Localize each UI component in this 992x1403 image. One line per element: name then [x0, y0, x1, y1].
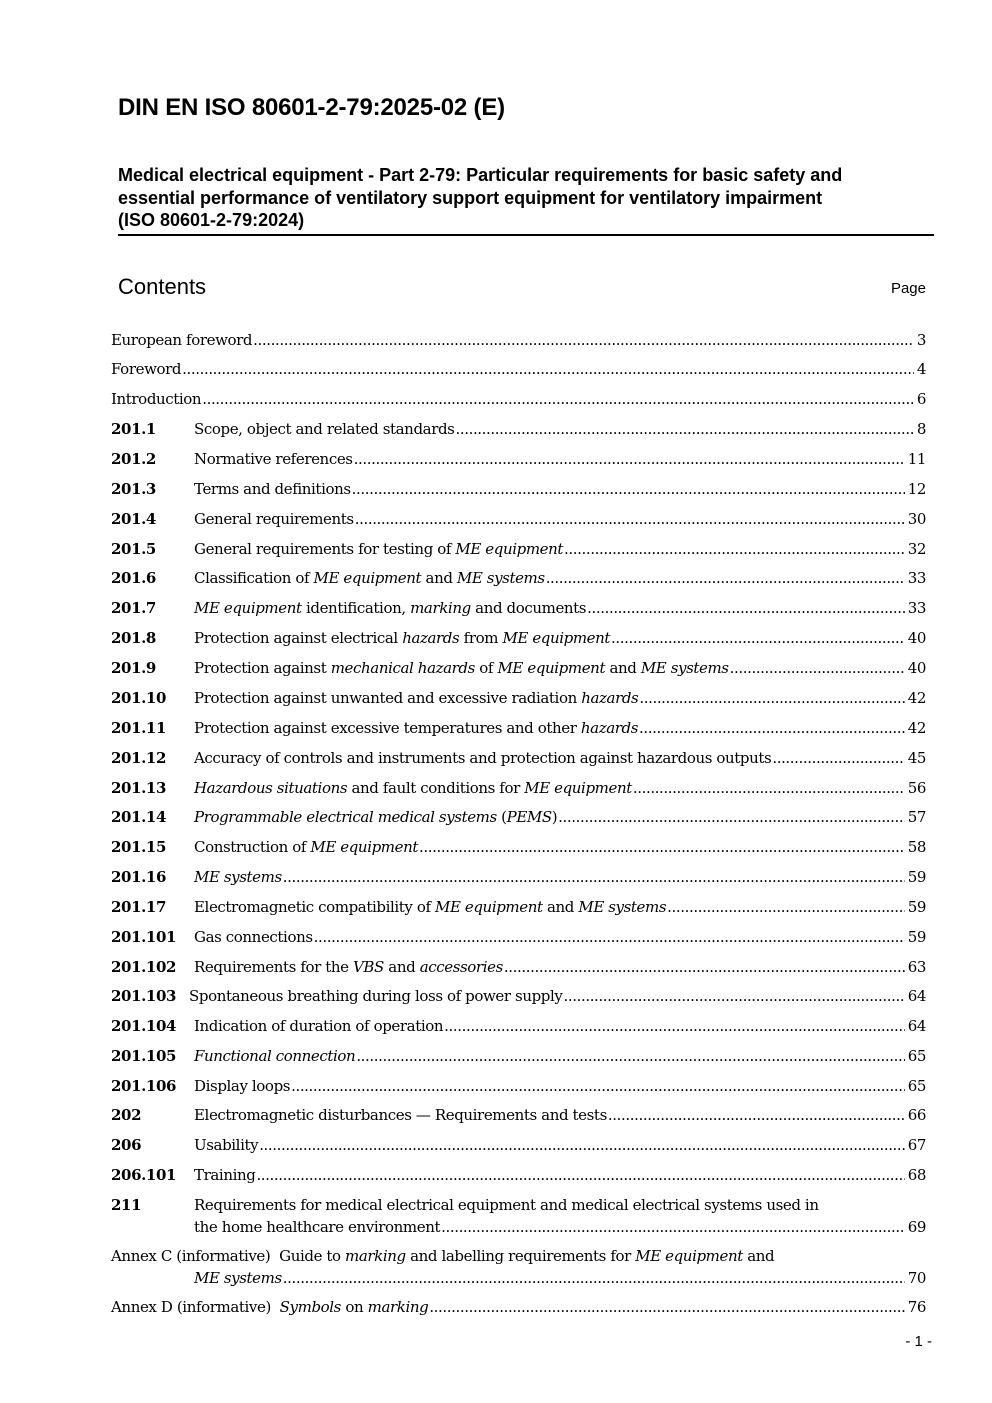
toc-section-number: 201.7: [111, 599, 156, 617]
annex-label: Annex D (informative): [111, 1298, 271, 1316]
toc-entry-201-2[interactable]: [111, 448, 926, 470]
toc-entry-201-9[interactable]: [111, 657, 926, 679]
title-part: Guide to: [279, 1247, 346, 1265]
title-part-italic: ME equipment: [455, 540, 564, 558]
toc-leader: [283, 1267, 905, 1289]
toc-page-number: 42: [907, 719, 926, 737]
title-part-italic: Hazardous situations: [194, 779, 348, 797]
toc-leader: [546, 567, 905, 589]
toc-section-number: 201.102: [111, 958, 177, 976]
title-part-italic: PEMS: [506, 808, 552, 826]
toc-leader: [564, 538, 905, 560]
title-part-italic: ME equipment: [435, 898, 543, 916]
toc-page-number: 64: [907, 987, 926, 1005]
toc-section-number: 201.11: [111, 719, 167, 737]
toc-section-number: 201.8: [111, 629, 156, 647]
page-column-heading: Page: [890, 280, 926, 297]
toc-entry-201-103[interactable]: [111, 985, 926, 1007]
toc-entry-title: European foreword: [111, 331, 253, 349]
toc-page-number: 12: [907, 480, 926, 498]
toc-entry-201-6[interactable]: [111, 567, 926, 589]
title-part: Requirements for the: [194, 958, 353, 976]
title-part-italic: hazards: [580, 719, 639, 737]
toc-entry-title: [194, 866, 282, 888]
page-footer-number: - 1 -: [905, 1333, 932, 1350]
toc-leader: [259, 1134, 905, 1156]
toc-page-number: 33: [907, 569, 926, 587]
toc-page-number: 70: [907, 1269, 926, 1287]
title-part-italic: ME equipment: [497, 659, 606, 677]
toc-page-number: 58: [907, 838, 926, 856]
title-part-italic: marking: [410, 599, 471, 617]
toc-page-number: 76: [907, 1298, 926, 1316]
toc-entry-201-14[interactable]: [111, 806, 926, 828]
title-part: on: [340, 1298, 368, 1316]
title-part: and: [605, 659, 641, 677]
toc-entry-206-101[interactable]: [111, 1164, 926, 1186]
toc-section-number: 201.106: [111, 1077, 177, 1095]
toc-page-number: 64: [907, 1017, 926, 1035]
toc-entry-202[interactable]: [111, 1104, 926, 1126]
toc-entry-title: Accuracy of controls and instruments and protection against hazardous outputs: [194, 749, 772, 767]
toc-leader: [314, 926, 905, 948]
toc-entry-201-5[interactable]: [111, 538, 926, 560]
toc-entry-title: [111, 1296, 428, 1318]
toc-page-number: 42: [907, 689, 926, 707]
toc-entry-201-106[interactable]: [111, 1075, 926, 1097]
toc-page-number: 63: [907, 958, 926, 976]
toc-entry-title: [194, 627, 610, 649]
title-part-italic: Programmable electrical medical systems: [194, 808, 497, 826]
toc-entry-title: [194, 657, 729, 679]
toc-leader: [429, 1296, 904, 1318]
toc-section-number: 201.1: [111, 420, 156, 438]
toc-entry-201-17[interactable]: [111, 896, 926, 918]
toc-page-number: 59: [907, 868, 926, 886]
toc-entry-211[interactable]: [111, 1194, 926, 1238]
toc-entry-annex-c[interactable]: [111, 1245, 926, 1289]
toc-section-number: 201.5: [111, 540, 156, 558]
toc-entry-201-102[interactable]: [111, 956, 926, 978]
toc-page-number: 69: [907, 1218, 926, 1236]
title-part: Protection against excessive temperatures and other: [194, 719, 581, 737]
title-part-italic: ME equipment: [524, 779, 632, 797]
toc-page-number: 59: [907, 928, 926, 946]
toc-entry-title-line1: Requirements for medical electrical equipment and medical electrical systems used in: [194, 1196, 819, 1214]
toc-entry-title: [194, 567, 545, 589]
title-part: Construction of: [194, 838, 311, 856]
toc-entry-title: Indication of duration of operation: [194, 1017, 444, 1035]
title-part: and fault conditions for: [347, 779, 525, 797]
toc-entry-title: [194, 717, 638, 739]
toc-page-number: 57: [907, 808, 926, 826]
title-part: General requirements for testing of: [194, 540, 456, 558]
title-part: and: [742, 1247, 775, 1265]
toc-section-number: 201.104: [111, 1017, 177, 1035]
toc-leader: [354, 448, 905, 470]
title-part-italic: accessories: [419, 958, 503, 976]
toc-section-number: 201.4: [111, 510, 156, 528]
title-part: and documents: [470, 599, 587, 617]
title-part-italic: ME equipment: [313, 569, 422, 587]
toc-section-number: 201.15: [111, 838, 167, 856]
toc-leader: [441, 1216, 905, 1238]
title-part-italic: ME equipment: [635, 1247, 743, 1265]
toc-section-number: 211: [111, 1196, 142, 1214]
toc-page-number: 3: [916, 331, 926, 349]
title-part: Classification of: [194, 569, 314, 587]
toc-entry-title: [194, 806, 557, 828]
title-part: and: [542, 898, 579, 916]
toc-page-number: 45: [907, 749, 926, 767]
title-part-italic: ME equipment: [194, 599, 302, 617]
toc-leader: [352, 478, 905, 500]
title-part: of: [474, 659, 498, 677]
toc-leader: [730, 657, 905, 679]
toc-entry-title: [194, 1045, 355, 1067]
toc-leader: [563, 985, 904, 1007]
title-part: identification,: [301, 599, 411, 617]
title-part-italic: hazards: [581, 689, 639, 707]
title-part-italic: VBS: [353, 958, 384, 976]
toc-page-number: 59: [907, 898, 926, 916]
toc-entry-206[interactable]: [111, 1134, 926, 1156]
title-part: Electromagnetic compatibility of: [194, 898, 435, 916]
toc-page-number: 40: [907, 659, 926, 677]
toc-entry-title: [194, 836, 418, 858]
document-subtitle: [118, 164, 934, 236]
toc-leader: [667, 896, 905, 918]
toc-entry-title: [194, 597, 586, 619]
toc-leader: [639, 717, 905, 739]
toc-section-number: 206: [111, 1136, 142, 1154]
title-part-italic: hazards: [402, 629, 460, 647]
title-part-italic: ME equipment: [310, 838, 418, 856]
title-part: from: [459, 629, 503, 647]
title-part-italic: Functional connection: [194, 1047, 356, 1065]
toc-section-number: 201.17: [111, 898, 167, 916]
toc-page-number: 67: [907, 1136, 926, 1154]
toc-leader: [253, 329, 914, 351]
toc-leader: [772, 747, 904, 769]
toc-section-number: 201.13: [111, 779, 167, 797]
toc-section-number: 201.103: [111, 987, 177, 1005]
toc-page-number: 32: [907, 540, 926, 558]
toc-entry-title: Foreword: [111, 360, 182, 378]
toc-entry-title: Display loops: [194, 1077, 291, 1095]
toc-leader: [633, 777, 905, 799]
toc-section-number: 201.16: [111, 868, 167, 886]
toc-leader: [202, 388, 914, 410]
title-part: (: [496, 808, 507, 826]
toc-section-number: 201.101: [111, 928, 177, 946]
toc-entry-foreword[interactable]: [111, 358, 926, 380]
toc-entry-title: [194, 777, 632, 799]
toc-entry-title: [194, 538, 563, 560]
toc-entry-201-1[interactable]: [111, 418, 926, 440]
toc-entry-title: Introduction: [111, 390, 202, 408]
toc-entry-title: Training: [194, 1166, 256, 1184]
title-part: ): [551, 808, 558, 826]
annex-label: Annex C (informative): [111, 1247, 271, 1265]
toc-section-number: 201.6: [111, 569, 156, 587]
toc-page-number: 66: [907, 1106, 926, 1124]
toc-entry-annex-d[interactable]: [111, 1296, 926, 1318]
toc-entry-201-15[interactable]: [111, 836, 926, 858]
toc-page-number: 65: [907, 1077, 926, 1095]
toc-leader: [356, 1045, 904, 1067]
contents-heading: Contents: [118, 274, 207, 299]
toc-leader: [291, 1075, 905, 1097]
toc-entry-201-4[interactable]: [111, 508, 926, 530]
toc-section-number: 201.9: [111, 659, 156, 677]
toc-entry-title: General requirements: [194, 510, 354, 528]
toc-leader: [355, 508, 905, 530]
toc-section-number: 206.101: [111, 1166, 177, 1184]
title-part: and labelling requirements for: [405, 1247, 636, 1265]
title-part-italic: marking: [345, 1247, 406, 1265]
toc-leader: [558, 806, 905, 828]
toc-page-number: 68: [907, 1166, 926, 1184]
toc-section-number: 201.105: [111, 1047, 177, 1065]
toc-section-number: 202: [111, 1106, 142, 1124]
toc-entry-201-11[interactable]: [111, 717, 926, 739]
title-part-italic: ME systems: [578, 898, 667, 916]
toc-entry-title: [194, 956, 503, 978]
toc-page-number: 30: [907, 510, 926, 528]
toc-entry-title: Scope, object and related standards: [194, 420, 455, 438]
toc-entry-title: Electromagnetic disturbances — Requirements and tests: [194, 1106, 607, 1124]
toc-entry-201-105[interactable]: [111, 1045, 926, 1067]
title-part: and: [383, 958, 420, 976]
toc-page-number: 8: [916, 420, 926, 438]
toc-entry-201-101[interactable]: [111, 926, 926, 948]
toc-leader: [256, 1164, 904, 1186]
toc-page-number: 11: [907, 450, 926, 468]
toc-entry-201-8[interactable]: [111, 627, 926, 649]
toc-entry-title: [194, 687, 638, 709]
toc-entry-title: Gas connections: [194, 928, 313, 946]
toc-entry-201-10[interactable]: [111, 687, 926, 709]
toc-entry-title: Usability: [194, 1136, 259, 1154]
toc-entry-title: [194, 896, 666, 918]
title-part: Protection against unwanted and excessive radiation: [194, 689, 582, 707]
title-part-italic: Symbols: [279, 1298, 341, 1316]
toc-section-number: 201.12: [111, 749, 167, 767]
toc-entry-201-7[interactable]: [111, 597, 926, 619]
subtitle-line: essential performance of ventilatory support equipment for ventilatory impairment: [118, 187, 823, 208]
subtitle-line: (ISO 80601-2-79:2024): [118, 210, 305, 230]
title-part: Protection against electrical: [194, 629, 403, 647]
toc-entry-title: Terms and definitions: [194, 480, 351, 498]
toc-entry-201-104[interactable]: [111, 1015, 926, 1037]
toc-entry-title-line2: the home healthcare environment: [194, 1218, 441, 1236]
toc-page-number: 6: [916, 390, 926, 408]
toc-leader: [283, 866, 905, 888]
toc-entry-introduction[interactable]: [111, 388, 926, 410]
toc-entry-title: Spontaneous breathing during loss of power supply: [189, 987, 563, 1005]
toc-section-number: 201.10: [111, 689, 167, 707]
title-part-italic: ME systems: [640, 659, 729, 677]
toc-entry-201-12[interactable]: [111, 747, 926, 769]
toc-leader: [608, 1104, 905, 1126]
toc-page-number: 40: [907, 629, 926, 647]
title-part-italic: mechanical hazards: [330, 659, 475, 677]
toc-page-number: 56: [907, 779, 926, 797]
title-part: and: [421, 569, 457, 587]
title-part-italic: ME systems: [194, 868, 282, 886]
toc-leader: [419, 836, 905, 858]
toc-page-number: 65: [907, 1047, 926, 1065]
toc-entry-201-16[interactable]: [111, 866, 926, 888]
toc-leader: [587, 597, 905, 619]
toc-entry-title-line1: [111, 1245, 774, 1267]
toc-section-number: 201.3: [111, 480, 156, 498]
toc-entry-201-3[interactable]: [111, 478, 926, 500]
document-title: DIN EN ISO 80601-2-79:2025-02 (E): [118, 94, 505, 121]
toc-leader: [504, 956, 905, 978]
subtitle-line: Medical electrical equipment - Part 2-79: Particular requirements for basic safety and: [118, 165, 843, 185]
title-part-italic: marking: [367, 1298, 429, 1316]
toc-section-number: 201.2: [111, 450, 156, 468]
toc-entry-title-line2: ME systems: [194, 1269, 282, 1287]
toc-page-number: 4: [916, 360, 926, 378]
toc-leader: [455, 418, 913, 440]
toc-entry-title: Normative references: [194, 450, 353, 468]
title-part-italic: ME systems: [456, 569, 545, 587]
toc-section-number: 201.14: [111, 808, 167, 826]
toc-page-number: 33: [907, 599, 926, 617]
title-part: Protection against: [194, 659, 331, 677]
toc-leader: [611, 627, 905, 649]
toc-entry-european-foreword[interactable]: [111, 329, 926, 351]
toc-leader: [444, 1015, 905, 1037]
toc-leader: [639, 687, 904, 709]
toc-entry-201-13[interactable]: [111, 777, 926, 799]
toc-leader: [182, 358, 914, 380]
title-part-italic: ME equipment: [502, 629, 611, 647]
